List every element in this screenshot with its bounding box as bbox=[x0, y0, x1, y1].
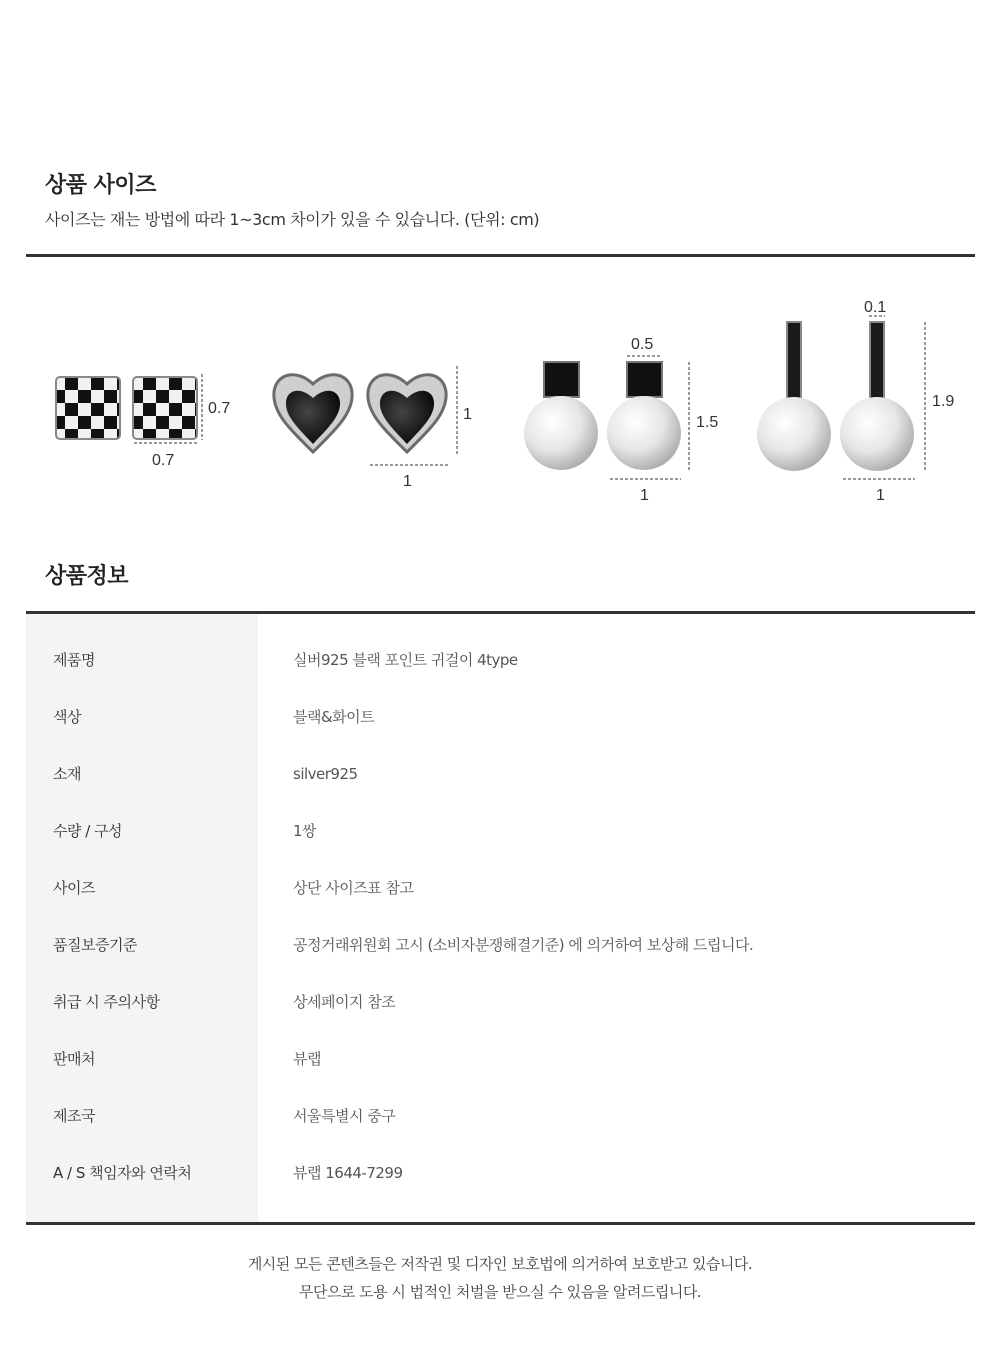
bar-pearl-earring-icon bbox=[757, 322, 914, 471]
info-value: 블랙&화이트 bbox=[293, 708, 375, 726]
heart-height-label: 1 bbox=[463, 406, 472, 423]
info-label: 수량 / 구성 bbox=[53, 822, 123, 840]
square-top-width-label: 0.5 bbox=[631, 336, 654, 353]
bar-top-width-label: 0.1 bbox=[864, 299, 887, 316]
info-row bbox=[26, 974, 975, 1031]
info-value: 상단 사이즈표 참고 bbox=[293, 879, 414, 897]
info-row bbox=[26, 860, 975, 917]
size-section-title: 상품 사이즈 bbox=[45, 173, 156, 198]
info-table bbox=[26, 614, 975, 1223]
heart-width-label: 1 bbox=[403, 473, 412, 490]
info-label: 판매처 bbox=[53, 1050, 95, 1068]
copyright-notice-line2: 무단으로 도용 시 법적인 처벌을 받으실 수 있음을 알려드립니다. bbox=[298, 1283, 702, 1301]
checker-height-label: 0.7 bbox=[208, 400, 231, 417]
info-row bbox=[26, 1145, 975, 1202]
info-value: 상세페이지 참조 bbox=[293, 993, 396, 1011]
info-value: silver925 bbox=[293, 765, 358, 783]
info-label: 사이즈 bbox=[53, 879, 95, 897]
copyright-notice-line1: 게시된 모든 콘텐츠들은 저작권 및 디자인 보호법에 의거하여 보호받고 있습니다. bbox=[247, 1255, 753, 1273]
info-label: 소재 bbox=[53, 765, 81, 783]
info-bottom-divider bbox=[26, 1222, 975, 1225]
size-note: 사이즈는 재는 방법에 따라 1~3cm 차이가 있을 수 있습니다. (단위: cm) bbox=[45, 210, 540, 229]
info-label: A / S 책임자와 연락처 bbox=[53, 1164, 192, 1182]
info-label: 색상 bbox=[53, 708, 81, 726]
square-width-label: 1 bbox=[640, 487, 649, 504]
info-label: 제조국 bbox=[53, 1107, 95, 1125]
size-divider bbox=[26, 254, 975, 257]
info-row bbox=[26, 917, 975, 974]
square-pearl-earring-icon bbox=[524, 362, 681, 470]
size-diagram bbox=[0, 258, 1000, 518]
info-section-title: 상품정보 bbox=[45, 564, 129, 589]
info-value: 실버925 블랙 포인트 귀걸이 4type bbox=[293, 651, 518, 669]
bar-height-label: 1.9 bbox=[932, 393, 955, 410]
info-row bbox=[26, 1088, 975, 1145]
info-label: 제품명 bbox=[53, 651, 95, 669]
info-row bbox=[26, 803, 975, 860]
bar-width-label: 1 bbox=[876, 487, 885, 504]
info-value: 1쌍 bbox=[293, 822, 317, 840]
checker-width-label: 0.7 bbox=[152, 452, 175, 469]
square-height-label: 1.5 bbox=[696, 414, 719, 431]
heart-earring-icon bbox=[274, 375, 446, 452]
info-value: 뷰랩 1644-7299 bbox=[293, 1164, 403, 1182]
info-label: 취급 시 주의사항 bbox=[53, 993, 160, 1011]
info-row bbox=[26, 746, 975, 803]
info-value: 공정거래위원회 고시 (소비자분쟁해결기준) 에 의거하여 보상해 드립니다. bbox=[293, 936, 754, 954]
info-row bbox=[26, 1031, 975, 1088]
info-row bbox=[26, 632, 975, 689]
info-value: 서울특별시 중구 bbox=[293, 1107, 396, 1125]
info-row bbox=[26, 689, 975, 746]
info-value: 뷰랩 bbox=[293, 1050, 321, 1068]
checkerboard-earring-icon bbox=[56, 377, 197, 439]
info-label: 품질보증기준 bbox=[53, 936, 137, 954]
